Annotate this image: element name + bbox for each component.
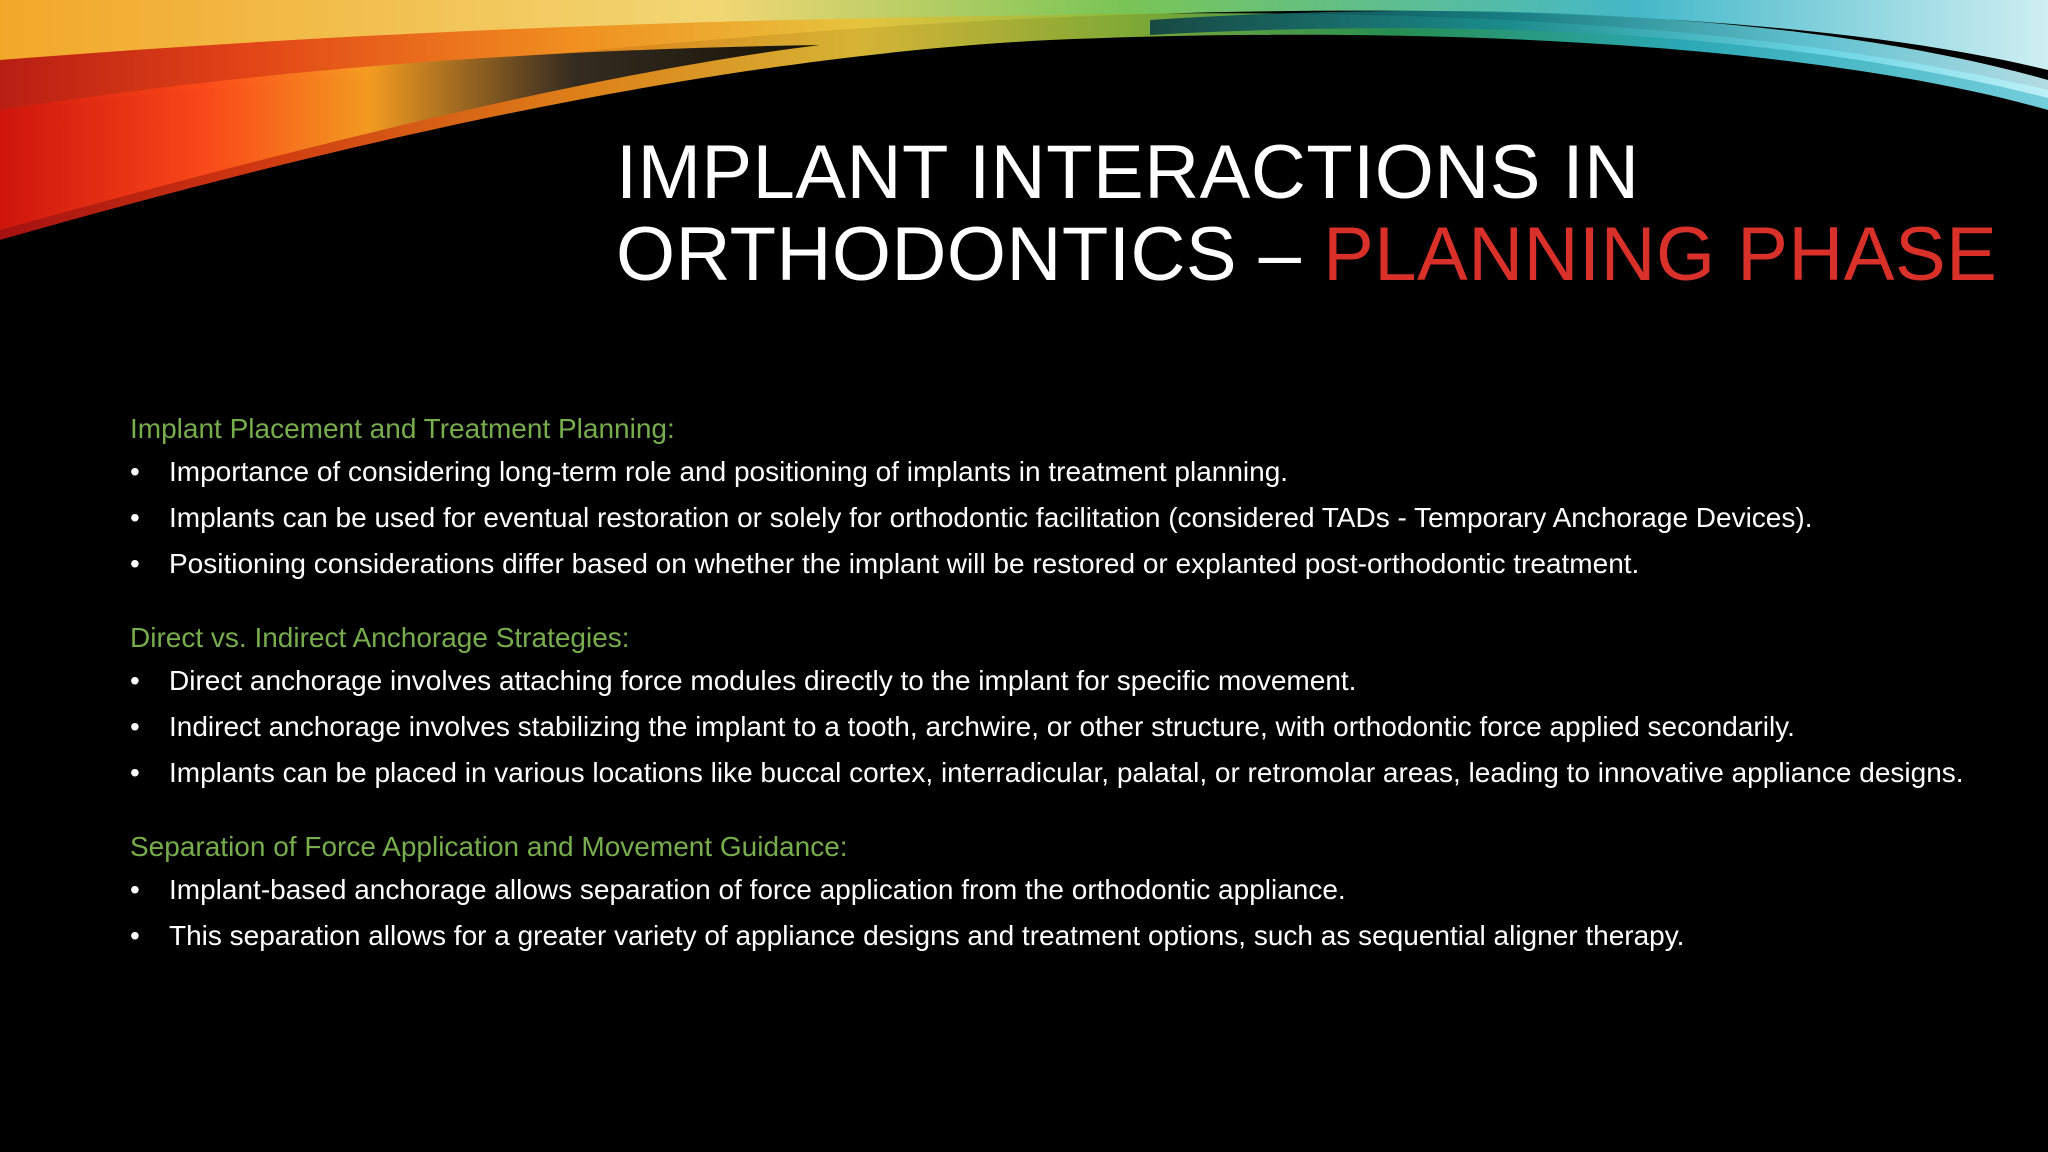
slide-content [130, 412, 1980, 993]
bullet-icon: • [130, 665, 140, 696]
bullet-item [130, 759, 1980, 786]
bullet-text: Implants can be used for eventual restoration or solely for orthodontic facilitation (considered TADs - Temporary Anchorage Devices). [169, 502, 1813, 533]
title-accent: PLANNING PHASE [1323, 212, 1998, 297]
title-main: IMPLANT INTERACTIONS IN ORTHODONTICS – [616, 130, 1640, 297]
section-anchorage-strategies [130, 621, 1980, 786]
bullet-icon: • [130, 502, 140, 533]
bullet-text: Importance of considering long-term role and positioning of implants in treatment planning. [169, 456, 1289, 487]
bullet-item [130, 876, 1980, 903]
bullet-icon: • [130, 874, 140, 905]
bullet-text: Implant-based anchorage allows separation of force application from the orthodontic appliance. [169, 874, 1346, 905]
bullet-item [130, 922, 1980, 949]
bullet-item [130, 713, 1980, 740]
section-force-separation [130, 830, 1980, 949]
bullet-list [130, 876, 1980, 949]
bullet-list [130, 667, 1980, 786]
bullet-text: Indirect anchorage involves stabilizing the implant to a tooth, archwire, or other structure, with orthodontic force applied secondarily. [169, 711, 1795, 742]
section-heading: Direct vs. Indirect Anchorage Strategies: [130, 622, 630, 653]
bullet-item [130, 458, 1980, 485]
bullet-item [130, 504, 1980, 531]
bullet-icon: • [130, 757, 140, 788]
bullet-icon: • [130, 920, 140, 951]
section-heading: Separation of Force Application and Movement Guidance: [130, 831, 848, 862]
bullet-text: This separation allows for a greater variety of appliance designs and treatment options, such as sequential aligner therapy. [169, 920, 1685, 951]
section-placement-planning [130, 412, 1980, 577]
bullet-icon: • [130, 456, 140, 487]
bullet-item [130, 550, 1980, 577]
bullet-icon: • [130, 548, 140, 579]
bullet-item [130, 667, 1980, 694]
bullet-icon: • [130, 711, 140, 742]
bullet-text: Implants can be placed in various locations like buccal cortex, interradicular, palatal, or retromolar areas, leading to innovative appliance designs. [169, 757, 1964, 788]
section-heading: Implant Placement and Treatment Planning: [130, 413, 675, 444]
bullet-text: Positioning considerations differ based on whether the implant will be restored or explanted post-orthodontic treatment. [169, 548, 1640, 579]
slide-title [616, 132, 2016, 296]
bullet-list [130, 458, 1980, 577]
bullet-text: Direct anchorage involves attaching force modules directly to the implant for specific movement. [169, 665, 1357, 696]
